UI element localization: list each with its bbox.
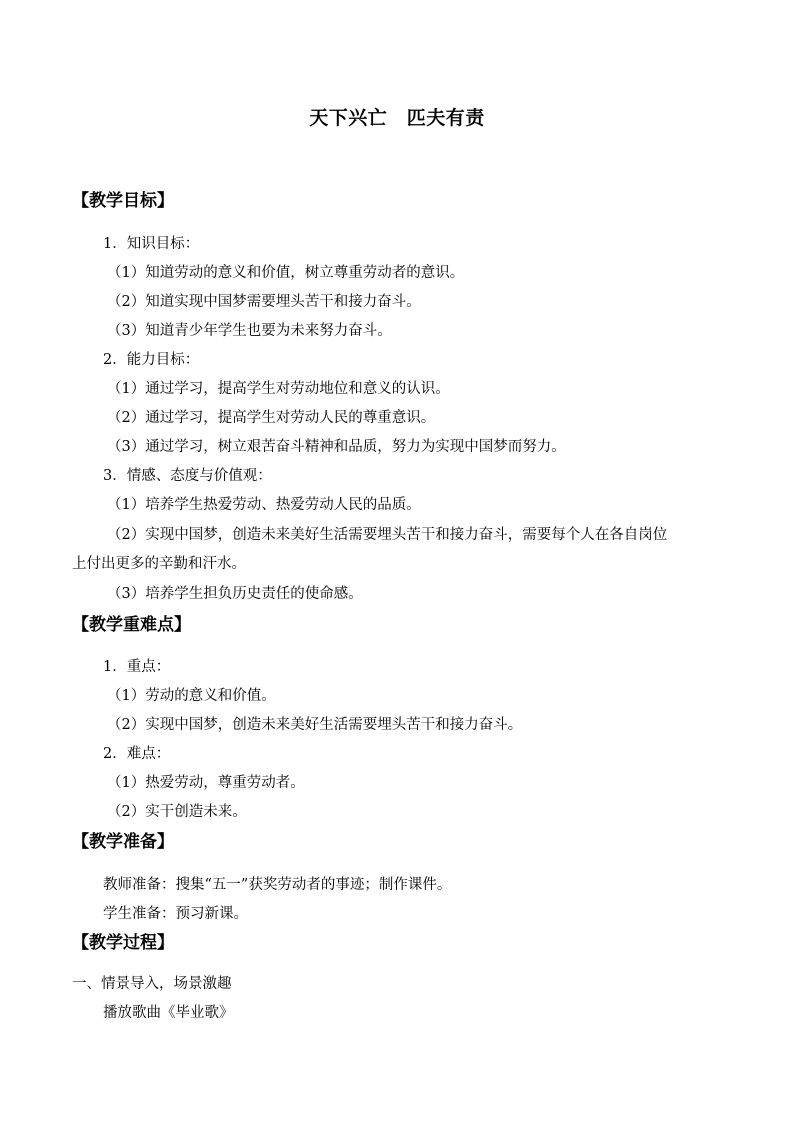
ability-objective-item: （1）通过学习，提高学生对劳动地位和意义的认识。 <box>107 381 450 397</box>
emotion-objective-item: （2）实现中国梦，创造未来美好生活需要埋头苦干和接力奋斗，需要每个人在各自岗位 <box>107 527 668 543</box>
emotion-objective-label: 3．情感、态度与价值观： <box>103 468 272 484</box>
difficult-point-label: 2．难点： <box>103 746 171 762</box>
section-heading-preparation: 【教学准备】 <box>72 832 174 852</box>
document-title: 天下兴亡 匹夫有责 <box>309 107 485 129</box>
ability-objective-item: （2）通过学习，提高学生对劳动人民的尊重意识。 <box>107 410 436 426</box>
knowledge-objective-item: （2）知道实现中国梦需要埋头苦干和接力奋斗。 <box>107 294 421 310</box>
emotion-objective-item: （3）培养学生担负历史责任的使命感。 <box>107 586 363 602</box>
key-point-label: 1．重点： <box>103 659 171 675</box>
difficult-point-item: （2）实干创造未来。 <box>107 804 247 820</box>
knowledge-objective-item: （3）知道青少年学生也要为未来努力奋斗。 <box>107 323 392 339</box>
knowledge-objective-label: 1．知识目标： <box>103 236 200 252</box>
process-step-detail: 播放歌曲《毕业歌》 <box>103 1005 234 1021</box>
ability-objective-item: （3）通过学习，树立艰苦奋斗精神和品质，努力为实现中国梦而努力。 <box>107 439 566 455</box>
emotion-objective-item: （1）培养学生热爱劳动、热爱劳动人民的品质。 <box>107 497 421 513</box>
process-step-heading: 一、情景导入，场景激趣 <box>72 976 232 992</box>
knowledge-objective-item: （1）知道劳动的意义和价值，树立尊重劳动者的意识。 <box>107 265 465 281</box>
difficult-point-item: （1）热爱劳动，尊重劳动者。 <box>107 775 305 791</box>
section-heading-key-points: 【教学重难点】 <box>72 615 191 635</box>
ability-objective-label: 2．能力目标： <box>103 352 200 368</box>
section-heading-objectives: 【教学目标】 <box>72 191 174 211</box>
key-point-item: （1）劳动的意义和价值。 <box>107 688 276 704</box>
teacher-preparation: 教师准备：搜集“五一”获奖劳动者的事迹；制作课件。 <box>103 877 452 893</box>
student-preparation: 学生准备：预习新课。 <box>103 906 248 922</box>
section-heading-process: 【教学过程】 <box>72 933 174 953</box>
emotion-objective-continuation: 上付出更多的辛勤和汗水。 <box>72 556 246 572</box>
key-point-item: （2）实现中国梦，创造未来美好生活需要埋头苦干和接力奋斗。 <box>107 717 523 733</box>
